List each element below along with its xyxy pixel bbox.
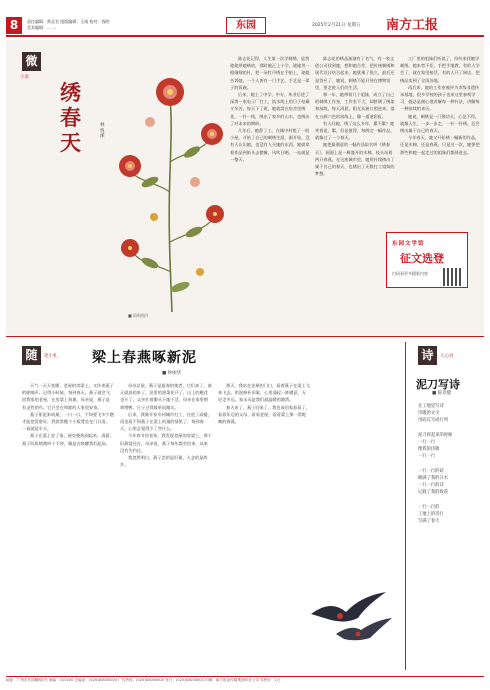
poem-body	[418, 403, 484, 525]
embroidery-flower-illustration	[110, 42, 230, 317]
poem-line: 砌满了我的汗水	[418, 476, 449, 481]
paragraph: 今年春天，她又开始绣一幅新的作品，还是木棉，还是春燕，只是这一次，她要把那些和她一起走过的姐妹们都绣进去。	[400, 135, 480, 155]
paragraph: 春天来了，燕子回来了，我也该回家看看了，看看年迈的父母，看看老屋，看看梁上那一窝呢喃的春燕。	[218, 404, 310, 425]
section-separator	[6, 336, 484, 337]
editor-credits	[27, 19, 110, 31]
paragraph: 后来，我离开家乡到城市打工，住进了高楼，再也看不到燕子在梁上筑巢的情景了，每到春天，心里总觉得少了些什么。	[120, 411, 212, 432]
story1-badge: 微	[22, 52, 41, 71]
poem-line: 一行一行的诗	[418, 483, 444, 489]
stamp-line-3: 扫码看更多精彩内容	[392, 271, 428, 276]
paragraph: 陈志花的绣品渐渐有了名气，有一家文创公司找到她，想和她合作，把传统刺绣和现代设计结合起来，她犹豫了很久，最后还是答应了，她说，刺绣不能只待在博物馆里，要走进人们的生活。	[315, 56, 395, 90]
story2-author: ■ 钟丽华	[162, 371, 182, 376]
poem-author: ■ 陈章健	[432, 391, 452, 396]
paragraph: 那天，我站在老屋的门口，看着燕子在梁上飞来飞去，衔泥修补旧巢，心里涌起一阵暖意，无论走多远，家永远是我们最温暖的港湾。	[218, 383, 310, 403]
poem-line: 一行一行的	[418, 504, 440, 510]
paragraph: 有人问她，绣了这么多年，累不累？她笑着说，累，但是值得，每绣完一幅作品，就像过了一个春天。	[315, 120, 395, 141]
essay-contest-stamp	[386, 232, 468, 288]
story2-title: 梁上春燕啄新泥	[92, 350, 197, 366]
newspaper-logo: 南方工报	[386, 18, 439, 33]
story2-badge-sub: 笔小札	[44, 354, 58, 359]
poem-line: 像我的诗歌	[418, 447, 440, 453]
story1-badge-sub: 小说	[20, 75, 29, 80]
paragraph: 工厂里的姐妹们听说了，纷纷来找她学刺绣，她来者不拒，手把手地教，有的人学会了，就在家里接活，有的人开了网店，把绣品卖到了全国各地。	[400, 56, 480, 83]
poem-line: 一行一行	[418, 440, 436, 445]
section-name: 东园	[226, 17, 266, 34]
paragraph: 再后来，她的工作室被评为市级非遗传承基地，很多学校的孩子也来这里参观学习，她总是耐心地讲解每一种针法，讲解每一种丝线的来历。	[400, 84, 480, 112]
issue-date: 2025年2月21日 星期五	[312, 23, 361, 28]
story1-author: 林悦潆	[100, 123, 105, 139]
stamp-line-2: 征文选登	[400, 252, 444, 265]
poem-line: 在工地里写诗	[418, 404, 444, 409]
paragraph: 她说，刺绣是一门慢功夫，心急不得，就像人生，一步一步走，一针一针绣，总会绣出属于自己的春天。	[400, 113, 480, 134]
paragraph: 我忽然明白，燕子恋的是旧巢，人念的是故乡。	[120, 455, 208, 468]
story1-column-1	[230, 55, 310, 327]
poem-line	[418, 497, 484, 504]
swallows-illustration	[306, 584, 396, 644]
story2-badge: 随	[22, 346, 41, 365]
poem-line: 记载了我的收获	[418, 490, 449, 496]
paragraph: 那一年，她带着几个姐妹，成立了自己的刺绣工作室，工作室不大，却挤满了绣架和丝线，每天清晨，阳光从窗口照进来，落在五颜六色的丝线上，像一道道彩虹。	[315, 92, 395, 119]
poem-line: 用砖瓦写成行列	[418, 418, 449, 424]
paragraph: 陈志花记得，人生第一次学刺绣，是我姥姥带她绣的，那时她正上小学，姥姥用一根细细的针，把一朵牡丹绣在手帕上，姥姥告诉她，一个人要有一门手艺，手艺是一辈子的饭碗。	[230, 56, 310, 90]
poem-line: 一行一行的砖	[418, 468, 444, 474]
story1-title: 绣春天	[60, 80, 81, 155]
poem-line: 写满了春天	[418, 519, 440, 525]
story2-column-1	[22, 382, 114, 670]
editor-line-1: 责任编辑：黄灵君 组版编辑：王威 校对：钱明	[27, 19, 110, 24]
poem-badge-sub: 人心语	[440, 354, 454, 359]
poem-line: 泥刀挥起来的时候	[418, 432, 453, 438]
poem-line	[418, 461, 484, 468]
paragraph: 燕子在梁上安了家，屋里便热闹起来，清晨，燕子叽叽喳喳叫个不停，像是在唤醒我们起床。	[22, 433, 114, 446]
paragraph: 母亲总说，燕子是报春的使者，它们来了，春天就真的来了，田里的油菜花开了，山上的桃花也开了，父亲扛着锄头下地干活，母亲在家里喂鸡喂鸭，日子过得简单而踏实。	[120, 383, 212, 410]
poem-divider	[405, 342, 406, 670]
photo-caption: ■ 资料图片	[128, 313, 150, 318]
paragraph: 她把最满意的一幅作品取名叫《绣春天》，画面上是一株盛开的木棉，枝头站着两只春燕，在这座城市里，她用针线绣出了属于自己的春天，也绣出了无数打工姐妹的梦想。	[315, 142, 395, 177]
poem-line	[418, 425, 484, 432]
poem-badge: 诗	[418, 346, 437, 365]
page-number: 8	[6, 17, 22, 34]
story2-column-2	[120, 382, 212, 670]
header-rule	[6, 35, 484, 37]
story2-column-3	[218, 382, 310, 578]
paragraph: 几年后，她辞了工，在城中村租了一间小屋，开始了自己的刺绣生涯，刚开始，没有人认识她，也没有人买她的东西，她就拿着作品到街头去摆摊，风吹日晒，一站就是一整天。	[230, 128, 310, 162]
paragraph: 后来，她上了中学、中专，毕业后进了深圳一家电子厂打工，流水线上的日子枯燥又辛苦，每天下了班，她就窝在宿舍里绣花，一针一线，绣出了家乡的山水，也绣出了对未来的期盼。	[230, 92, 310, 126]
stamp-line-1: 东园文学馆	[392, 241, 425, 247]
paragraph: 今年春节回老家，我发现老屋的房梁上，那个旧燕窝还在，母亲说，燕子每年都会回来，从来没有失约过。	[120, 433, 212, 453]
story1-column-3	[400, 55, 480, 227]
page-footer: 地址：广州市东园横路5号 邮编：510100 总编室：(020)83000000 广告热线：(020)83000000 发行：(020)83000000 印刷：南方报业传媒集团印务公司 零售价：1元	[6, 676, 484, 684]
story1-column-2	[315, 55, 395, 327]
poem-line: 一行一行	[418, 454, 436, 460]
paragraph: 燕子衔泥来筑巢，一口一口，不知要飞多少趟才能把窝垒好，我常常搬个小板凳坐在门口看，一看就是半天。	[22, 411, 114, 432]
paragraph: 天气一天天变暖，老屋的房梁上，又传来燕子的呢喃声。记得小时候，每到春天，燕子就会飞回我家的老屋，在房梁上筑巢，母亲说，燕子是有灵性的鸟，它只会在和睦的人家里安家。	[22, 383, 114, 410]
editor-line-2: 美术编辑：… …	[27, 25, 57, 30]
qr-code-icon[interactable]	[443, 268, 461, 286]
poem-line: 工地上的诗行	[418, 512, 444, 517]
page-header	[6, 17, 484, 34]
poem-line: 诗歌的文字	[418, 411, 440, 417]
poem-title: 泥刀写诗	[416, 378, 460, 391]
